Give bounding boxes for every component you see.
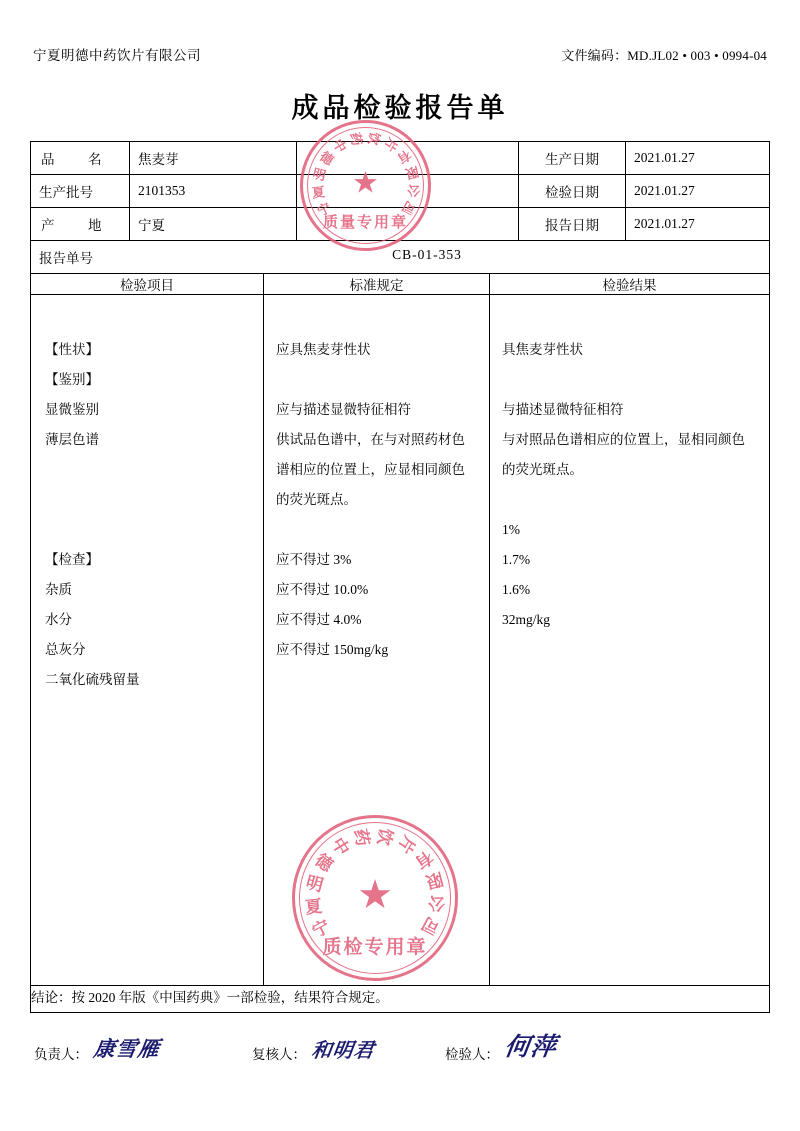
report-number-cell	[31, 241, 770, 274]
stamp-area-cell-1	[297, 142, 519, 175]
item-1: 【鉴别】	[45, 372, 99, 387]
conclusion-row	[31, 986, 770, 1013]
table-body-row	[31, 295, 770, 986]
page-title: 成品检验报告单	[291, 93, 509, 123]
standard-2: 应与描述显微特征相符	[276, 402, 411, 417]
stamp-area-cell-3	[297, 208, 519, 241]
value-owner-signature: 康雪雁	[92, 1036, 162, 1061]
label-origin: 产 地	[31, 208, 130, 241]
star-icon: ★	[352, 166, 379, 200]
document-code: 文件编码：MD.JL02 • 003 • 0994-04	[561, 48, 767, 63]
column-header-result: 检验结果	[490, 274, 770, 295]
item-2: 显微鉴别	[45, 402, 99, 417]
info-table	[30, 141, 770, 274]
column-header-item: 检验项目	[31, 274, 264, 295]
label-inspection-date: 检验日期	[519, 175, 626, 208]
item-5: 杂质	[45, 582, 72, 597]
document-header	[30, 44, 770, 64]
result-0: 具焦麦芽性状	[502, 342, 583, 357]
standard-5: 应不得过 3%	[276, 552, 352, 567]
value-inspector-signature: 何萍	[502, 1032, 559, 1061]
table-row	[31, 142, 770, 175]
label-production-date: 生产日期	[519, 142, 626, 175]
stamp-bottom-text-main: 质检专用章	[322, 936, 428, 958]
value-production-date: 2021.01.27	[626, 142, 770, 175]
inspection-table	[30, 273, 770, 1013]
value-reviewer-signature: 和明君	[310, 1038, 377, 1062]
value-batch-no: 2101353	[130, 175, 297, 208]
value-report-date: 2021.01.27	[626, 208, 770, 241]
conclusion-text: 结论：按 2020 年版《中国药典》一部检验，结果符合规定。	[31, 986, 770, 1013]
item-3: 薄层色谱	[45, 432, 99, 447]
label-batch-no: 生产批号	[31, 175, 130, 208]
standard-0: 应具焦麦芽性状	[276, 342, 371, 357]
label-inspector: 检验人：	[445, 1047, 499, 1062]
standard-6: 应不得过 10.0%	[276, 582, 369, 597]
table-row	[31, 175, 770, 208]
value-report-no: CB-01-353	[392, 247, 462, 262]
column-header-standard: 标准规定	[264, 274, 490, 295]
table-row	[31, 208, 770, 241]
cell-standards	[264, 295, 490, 986]
stamp-area-cell-2	[297, 175, 519, 208]
stamp-bottom-text-top: 质量专用章	[322, 214, 408, 231]
standard-8: 应不得过 150mg/kg	[276, 642, 389, 657]
signature-inspector	[445, 1027, 557, 1063]
table-row	[31, 241, 770, 274]
item-0: 【性状】	[45, 342, 99, 357]
company-name: 宁夏明德中药饮片有限公司	[33, 48, 201, 63]
table-header-row	[31, 274, 770, 295]
result-8: 32mg/kg	[502, 612, 551, 627]
inspection-stamp-icon: 宁 夏 明 德 中 药 饮 片 有 限 公 司 ★ 质检专用章	[292, 815, 458, 981]
signature-row	[30, 1027, 770, 1063]
cell-results	[490, 295, 770, 986]
result-7: 1.6%	[502, 582, 531, 597]
label-report-no: 报告单号	[39, 251, 93, 266]
result-3: 与对照品色谱相应的位置上，显相同颜色的荧光斑点。	[502, 432, 745, 477]
label-product-name: 品 名	[31, 142, 130, 175]
signature-owner	[34, 1033, 160, 1063]
standard-7: 应不得过 4.0%	[276, 612, 362, 627]
item-7: 总灰分	[45, 642, 86, 657]
quality-stamp-top-icon: 宁 夏 明 德 中 药 饮 片 有 限 公 司 ★ 质量专用章	[300, 120, 431, 251]
result-5: 1%	[502, 522, 520, 537]
label-owner: 负责人：	[34, 1047, 88, 1062]
value-product-name: 焦麦芽	[130, 142, 297, 175]
label-reviewer: 复核人：	[252, 1047, 306, 1062]
item-6: 水分	[45, 612, 72, 627]
label-report-date: 报告日期	[519, 208, 626, 241]
cell-items	[31, 295, 264, 986]
value-inspection-date: 2021.01.27	[626, 175, 770, 208]
result-2: 与描述显微特征相符	[502, 402, 624, 417]
signature-reviewer	[252, 1034, 375, 1063]
result-6: 1.7%	[502, 552, 531, 567]
item-4: 【检查】	[45, 552, 99, 567]
standard-3: 供试品色谱中，在与对照药材色谱相应的位置上，应显相同颜色的荧光斑点。	[276, 432, 465, 507]
item-8: 二氧化硫残留量	[45, 672, 140, 687]
star-icon: ★	[357, 871, 393, 917]
value-origin: 宁夏	[130, 208, 297, 241]
